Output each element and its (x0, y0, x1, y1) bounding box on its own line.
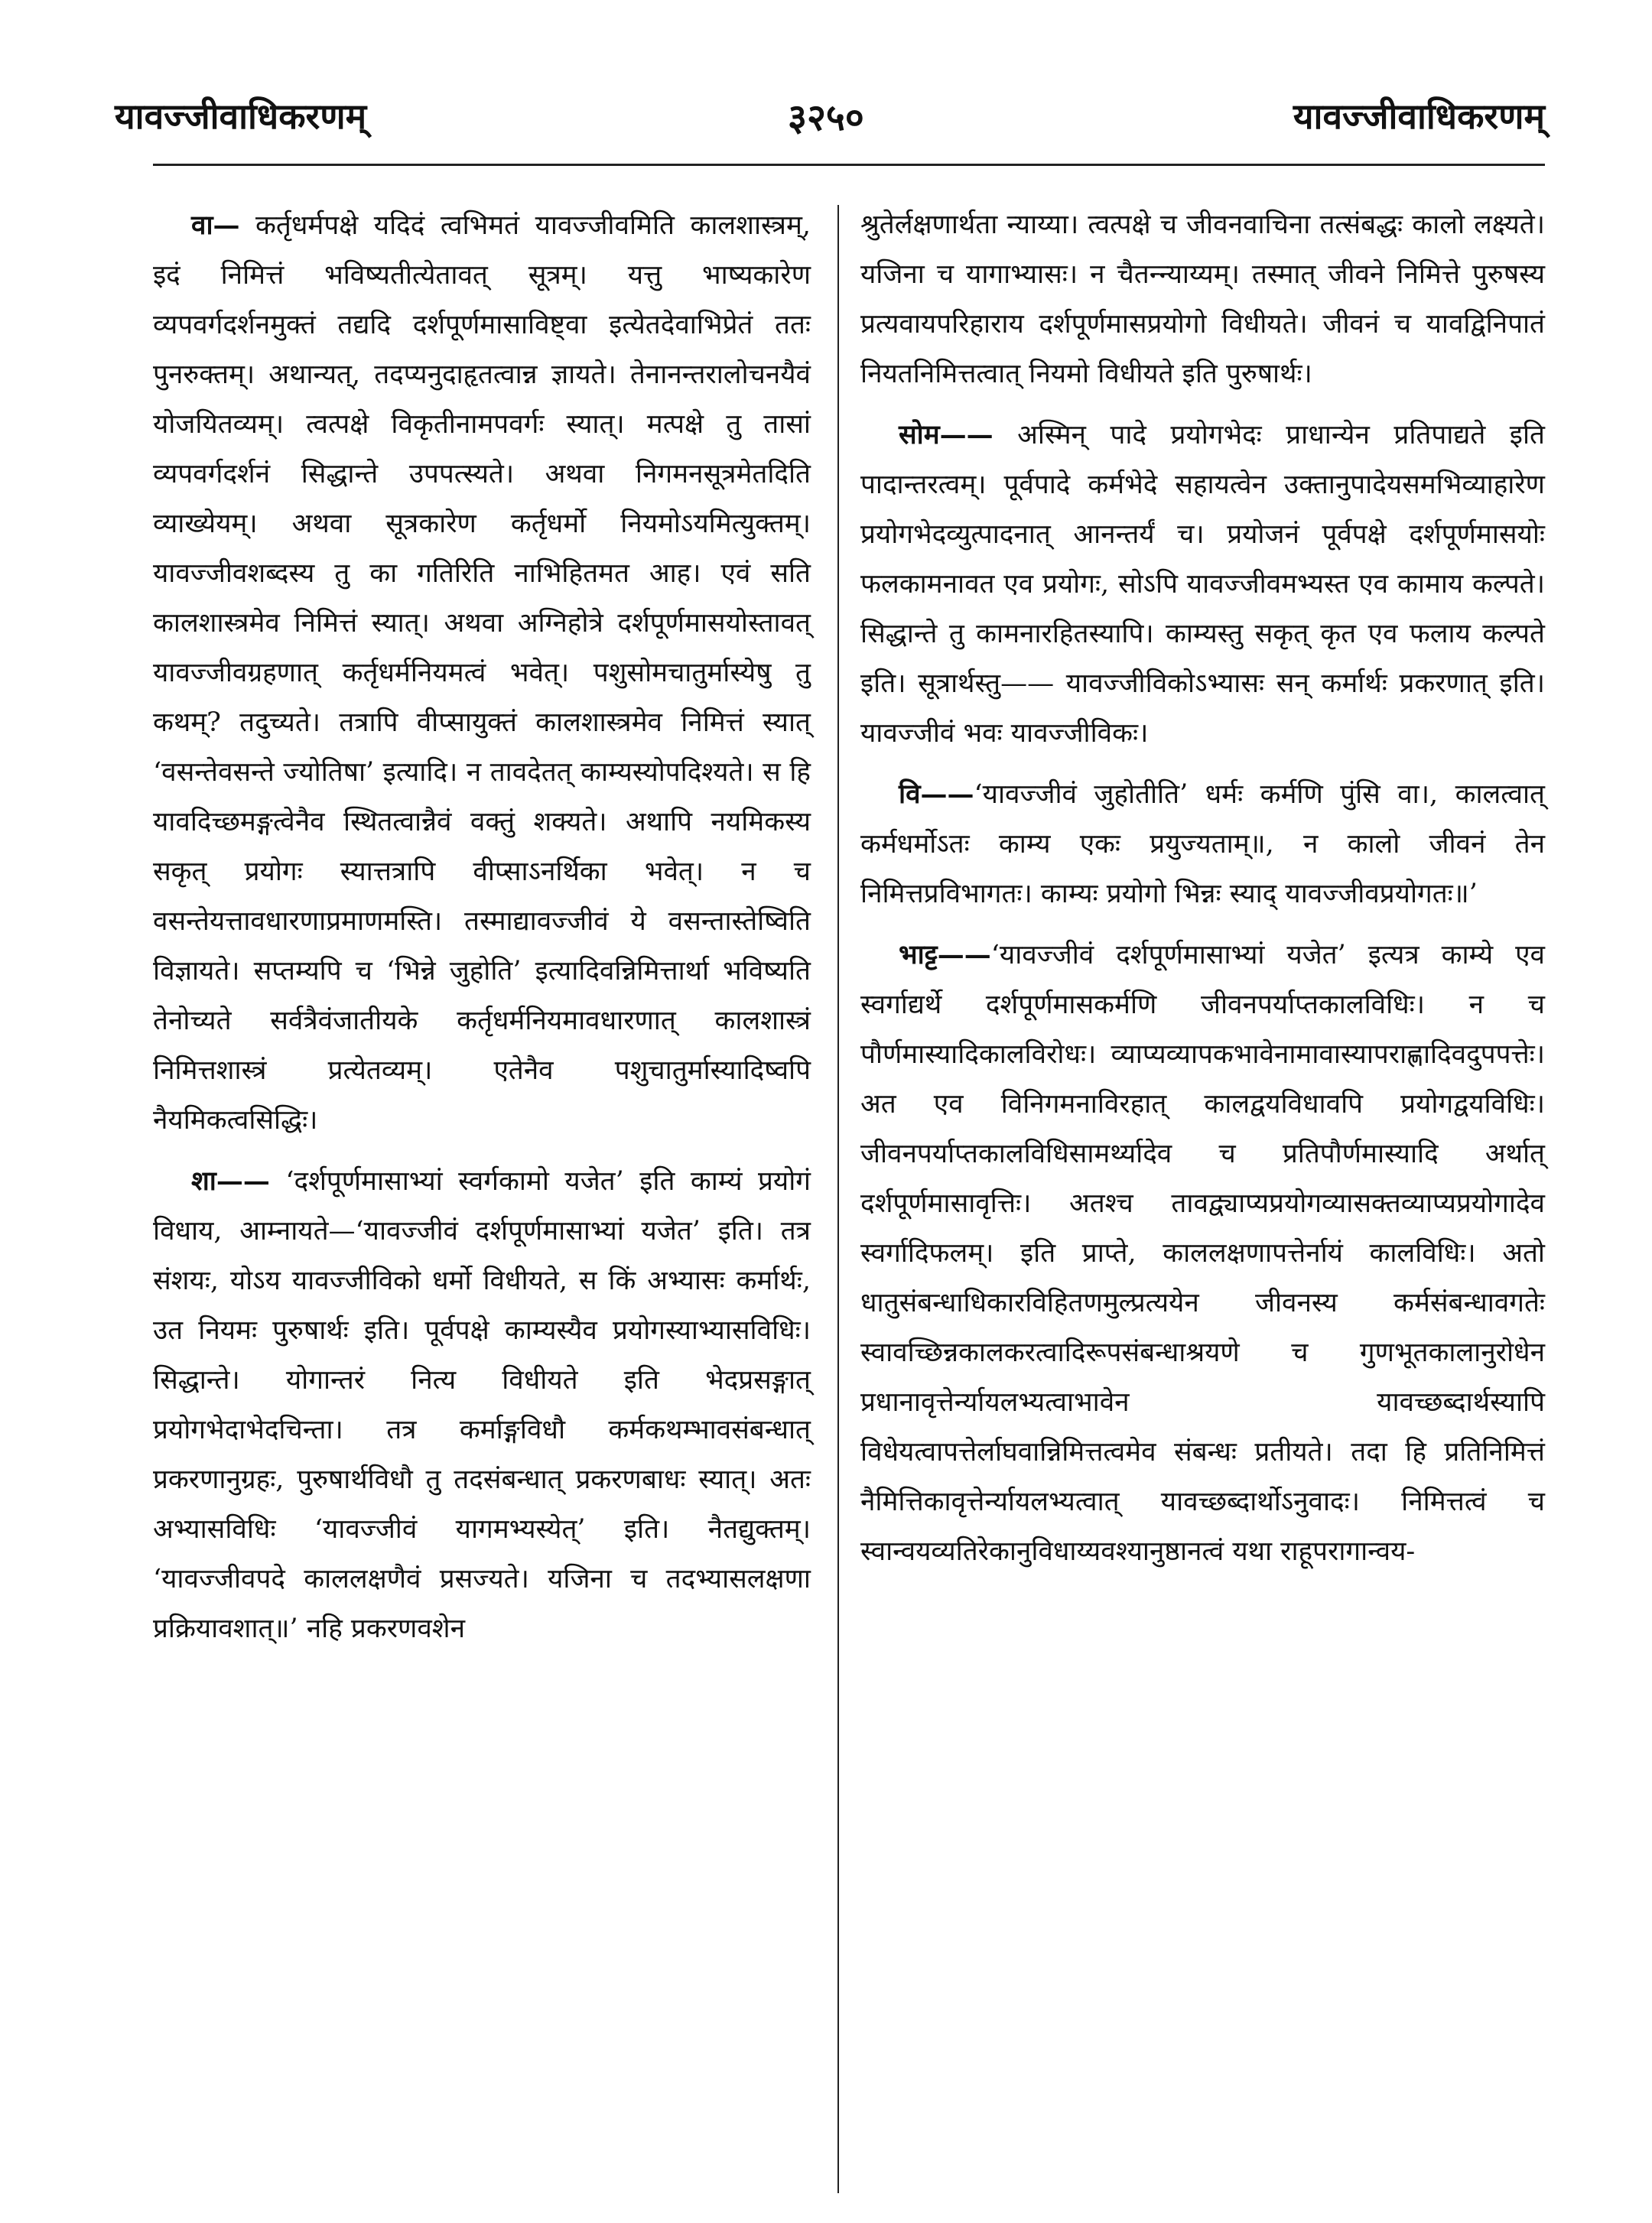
page-number: ३२५० (788, 96, 864, 139)
header-rule (153, 164, 1545, 166)
commentary-text: श्रुतेर्लक्षणार्थता न्याय्या। त्वत्पक्षे च जीवनवाचिना तत्संबद्धः कालो लक्ष्यते। यजिना च यागाभ्यासः। न चैतन्न्याय्यम्। तस्मात् जीवने निमित्ते पुरुषस्य प्रत्यवायपरिहाराय दर्शपूर्णमासप्रयोगो विधीयते। जीवनं च यावद्विनिपातं नियतनिमित्तत्वात् नियमो विधीयते इति पुरुषार्थः। (860, 210, 1545, 389)
commentary-text: ‘यावज्जीवं जुहोतीति’ धर्मः कर्मणि पुंसि वा।, कालत्वात् कर्मधर्मोऽतः काम्य एकः प्रयुज्यताम्॥, न कालो जीवनं तेन निमित्तप्रविभागतः। काम्यः प्रयोगो भिन्नः स्याद् यावज्जीवप्रयोगतः॥’ (860, 779, 1545, 909)
page-header (115, 92, 1545, 161)
commentary-paragraph (860, 930, 1545, 1577)
commentary-label: भाट्ट—— (899, 939, 991, 970)
running-title-right: यावज्जीवाधिकरणम् (1293, 96, 1545, 137)
running-title-left: यावज्जीवाधिकरणम् (115, 96, 367, 137)
commentary-paragraph (860, 200, 1545, 399)
commentary-label: शा—— (191, 1165, 270, 1197)
commentary-paragraph (153, 200, 811, 1146)
commentary-text: कर्तृधर्मपक्षे यदिदं त्वभिमतं यावज्जीवमिति कालशास्त्रम्, इदं निमित्तं भविष्यतीत्येतावत् सूत्रम्। यत्तु भाष्यकारेण व्यपवर्गदर्शनमुक्तं तद्यदि दर्शपूर्णमासाविष्ट्वा इत्येतदेवाभिप्रेतं ततः पुनरुक्तम्। अथान्यत्, तदप्यनुदाहृतत्वान्न ज्ञायते। तेनानन्तरालोचनयैवं योजयितव्यम्। त्वत्पक्षे विकृतीनामपवर्गः स्यात्। मत्पक्षे तु तासां व्यपवर्गदर्शनं सिद्धान्ते उपपत्स्यते। अथवा निगमनसूत्रमेतदिति व्याख्येयम्। अथवा सूत्रकारेण कर्तृधर्मो नियमोऽयमित्युक्तम्। यावज्जीवशब्दस्य तु का गतिरिति नाभिहितमत आह। एवं सति कालशास्त्रमेव निमित्तं स्यात्। अथवा अग्निहोत्रे दर्शपूर्णमासयोस्तावत् यावज्जीवग्रहणात् कर्तृधर्मनियमत्वं भवेत्। पशुसोमचातुर्मास्येषु तु कथम्? तदुच्यते। तत्रापि वीप्सायुक्तं कालशास्त्रमेव निमित्तं स्यात् ‘वसन्तेवसन्ते ज्योतिषा’ इत्यादि। न तावदेतत् काम्यस्योपदिश्यते। स हि यावदिच्छमङ्गत्वेनैव स्थितत्वान्नैवं वक्तुं शक्यते। अथापि नयमिकस्य सकृत् प्रयोगः स्यात्तत्रापि वीप्साऽनर्थिका भवेत्। न च वसन्तेयत्तावधारणाप्रमाणमस्ति। तस्माद्यावज्जीवं ये वसन्तास्तेष्विति विज्ञायते। सप्तम्यपि च ‘भिन्ने जुहोति’ इत्यादिवन्निमित्तार्था भविष्यति तेनोच्यते सर्वत्रैवंजातीयके कर्तृधर्मनियमावधारणात् कालशास्त्रं निमित्तशास्त्रं प्रत्येतव्यम्। एतेनैव पशुचातुर्मास्यादिष्वपि नैयमिकत्वसिद्धिः। (153, 210, 811, 1136)
commentary-paragraph (860, 769, 1545, 919)
commentary-label: वि—— (899, 778, 974, 810)
column-divider (837, 205, 839, 2193)
commentary-text: ‘यावज्जीवं दर्शपूर्णमासाभ्यां यजेत’ इत्यत्र काम्ये एव स्वर्गाद्यर्थे दर्शपूर्णमासकर्मणि जीवनपर्याप्तकालविधिः। न च पौर्णमास्यादिकालविरोधः। व्याप्यव्यापकभावेनामावास्यापराह्णादिवदुपपत्तेः। अत एव विनिगमनाविरहात् कालद्वयविधावपि प्रयोगद्वयविधिः। जीवनपर्याप्तकालविधिसामर्थ्यादेव च प्रतिपौर्णमास्यादि अर्थात् दर्शपूर्णमासावृत्तिः। अतश्च तावद्व्याप्यप्रयोगव्यासक्तव्याप्यप्रयोगादेव स्वर्गादिफलम्। इति प्राप्ते, काललक्षणापत्तेर्नायं कालविधिः। अतो धातुसंबन्धाधिकारविहितणमुल्प्रत्ययेन जीवनस्य कर्मसंबन्धावगतेः स्वावच्छिन्नकालकरत्वादिरूपसंबन्धाश्रयणे च गुणभूतकालानुरोधेन प्रधानावृत्तेर्न्यायलभ्यत्वाभावेन यावच्छब्दार्थस्यापि विधेयत्वापत्तेर्लाघवान्निमित्तत्वमेव संबन्धः प्रतीयते। तदा हि प्रतिनिमित्तं नैमित्तिकावृत्तेर्न्यायलभ्यत्वात् यावच्छब्दार्थोऽनुवादः। निमित्तत्वं च स्वान्वयव्यतिरेकानुविधाय्यवश्यानुष्ठानत्वं यथा राहूपरागान्वय- (860, 940, 1545, 1567)
right-column (860, 200, 1545, 1588)
commentary-label: वा— (191, 210, 240, 241)
commentary-text: अस्मिन् पादे प्रयोगभेदः प्राधान्येन प्रतिपाद्यते इति पादान्तरत्वम्। पूर्वपादे कर्मभेदे सहायत्वेन उक्तानुपादेयसमभिव्याहारेण प्रयोगभेदव्युत्पादनात् आनन्तर्यं च। प्रयोजनं पूर्वपक्षे दर्शपूर्णमासयोः फलकामनावत एव प्रयोगः, सोऽपि यावज्जीवमभ्यस्त एव कामाय कल्पते। सिद्धान्ते तु कामनारहितस्यापि। काम्यस्तु सकृत् कृत एव फलाय कल्पते इति। सूत्रार्थस्तु—— यावज्जीविकोऽभ्यासः सन् कर्मार्थः प्रकरणात् इति। यावज्जीवं भवः यावज्जीविकः। (860, 420, 1545, 749)
commentary-text: ‘दर्शपूर्णमासाभ्यां स्वर्गकामो यजेत’ इति काम्यं प्रयोगं विधाय, आम्नायते—‘यावज्जीवं दर्शपूर्णमासाभ्यां यजेत’ इति। तत्र संशयः, योऽय यावज्जीविको धर्मो विधीयते, स किं अभ्यासः कर्मार्थः, उत नियमः पुरुषार्थः इति। पूर्वपक्षे काम्यस्यैव प्रयोगस्याभ्यासविधिः। सिद्धान्ते। योगान्तरं नित्य विधीयते इति भेदप्रसङ्गात् प्रयोगभेदाभेदचिन्ता। तत्र कर्माङ्गविधौ कर्मकथम्भावसंबन्धात् प्रकरणानुग्रहः, पुरुषार्थविधौ तु तदसंबन्धात् प्रकरणबाधः स्यात्। अतः अभ्यासविधिः ‘यावज्जीवं यागमभ्यस्येत्’ इति। नैतद्युक्तम्। ‘यावज्जीवपदे काललक्षणैवं प्रसज्यते। यजिना च तदभ्यासलक्षणा प्रक्रियावशात्॥’ नहि प्रकरणवशेन (153, 1166, 811, 1644)
left-column (153, 200, 811, 1665)
commentary-paragraph (153, 1156, 811, 1654)
commentary-paragraph (860, 410, 1545, 759)
commentary-label: सोम—— (899, 419, 993, 450)
